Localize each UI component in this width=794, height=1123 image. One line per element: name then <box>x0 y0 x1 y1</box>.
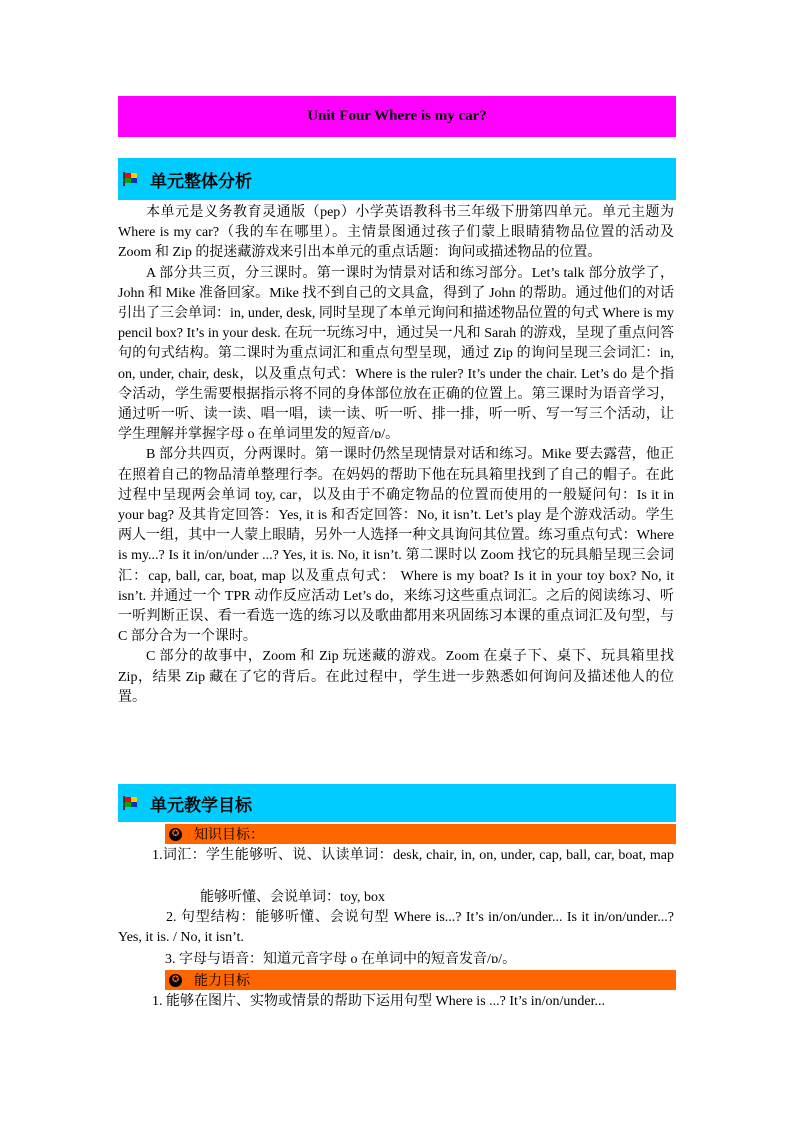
flag-icon <box>122 171 138 187</box>
analysis-body <box>118 203 674 708</box>
knowledge-item: 1.词汇：学生能够听、说、认读单词：desk, chair, in, on, under, cap, ball, car, boat, map <box>152 848 674 863</box>
section-heading-text: 单元整体分析 <box>150 171 252 191</box>
subheading-text: 知识目标： <box>194 828 264 843</box>
subheading-ability <box>165 970 676 990</box>
section-heading-analysis <box>118 158 676 200</box>
analysis-paragraph: B 部分共四页，分两课时。第一课时仍然呈现情景对话和练习。Mike 要去露营，他正在照着自己的物品清单整理行李。在妈妈的帮助下他在玩具箱里找到了自己的帽子。在此过程中呈现两会单词 toy, car，以及由于不确定物品的位置而使用的一般疑问句：Is it in your bag? 及其肯定回答：Yes, it is 和否定回答：No, it isn’t. Let’s play 是个游戏活动。学生两人一组，其中一人蒙上眼睛，另外一人选择一种文具询问其位置。练习重点句式：Where is my...? Is it in/on/under ...? Yes, it is. No, it isn’t. 第二课时以 Zoom 找它的玩具船呈现三会词汇：cap, ball, car, boat, map 以及重点句式： Where is my boat? Is it in your toy box? No, it isn’t. 并通过一个 TPR 动作反应活动 Let’s do，来练习这些重点词汇。之后的阅读练习、听一听判断正误、看一看选一选的练习以及歌曲都用来巩固练习本课的重点词汇及句型，与 C 部分合为一个课时。 <box>118 447 674 645</box>
analysis-paragraph: 本单元是义务教育灵通版（pep）小学英语教科书三年级下册第四单元。单元主题为 Where is my car?（我的车在哪里）。主情景图通过孩子们蒙上眼睛猜物品位置的活动及 Zoom 和 Zip 的捉迷藏游戏来引出本单元的重点话题：询问或描述物品的位置。 <box>118 205 674 261</box>
analysis-paragraph: C 部分的故事中，Zoom 和 Zip 玩迷藏的游戏。Zoom 在桌子下、桌下、玩具箱里找 Zip，结果 Zip 藏在了它的背后。在此过程中，学生进一步熟悉如何询问及描述他人的位置。 <box>118 649 674 705</box>
title-text: Unit Four Where is my car? <box>307 108 487 124</box>
section-heading-goals <box>118 784 676 822</box>
star-circle-icon: ✪ <box>169 974 182 987</box>
knowledge-item: 能够听懂、会说单词：toy, box <box>200 890 385 905</box>
ability-item: 1. 能够在图片、实物或情景的帮助下运用句型 Where is ...? It’s in/on/under... <box>152 994 606 1009</box>
knowledge-item: 3. 字母与语音：知道元音字母 o 在单词中的短音发音/ɒ/。 <box>165 952 517 967</box>
star-circle-icon: ✪ <box>169 828 182 841</box>
section-heading-text: 单元教学目标 <box>150 795 252 815</box>
flag-icon <box>122 795 138 811</box>
analysis-paragraph: A 部分共三页，分三课时。第一课时为情景对话和练习部分。Let’s talk 部分放学了，John 和 Mike 准备回家。Mike 找不到自己的文具盒，得到了 John 的帮助。通过他们的对话引出了三会单词：in, under, desk, 同时呈现了本单元询问和描述物品位置的句式 Where is my pencil box? It’s in your desk. 在玩一玩练习中，通过吴一凡和 Sarah 的游戏，呈现了重点问答句的句式结构。第二课时为重点词汇和重点句型呈现，通过 Zip 的询问呈现三会词汇：in, on, under, chair, desk，以及重点句式：Where is the ruler? It’s under the chair. Let’s do 是个指令活动，学生需要根据指示将不同的身体部位放在正确的位置上。第三课时为语音学习，通过听一听、读一读、唱一唱，读一读、听一听、排一排，听一听、写一写三个活动，让学生理解并掌握字母 o 在单词里发的短音/ɒ/。 <box>118 265 674 443</box>
subheading-knowledge <box>165 824 676 844</box>
knowledge-item: 2. 句型结构：能够听懂、会说句型 Where is...? It’s in/on/under... Is it in/on/under...? Yes, it is. / No, it isn’t. <box>118 910 674 945</box>
document-title <box>118 96 676 137</box>
subheading-text: 能力目标 <box>194 974 250 989</box>
